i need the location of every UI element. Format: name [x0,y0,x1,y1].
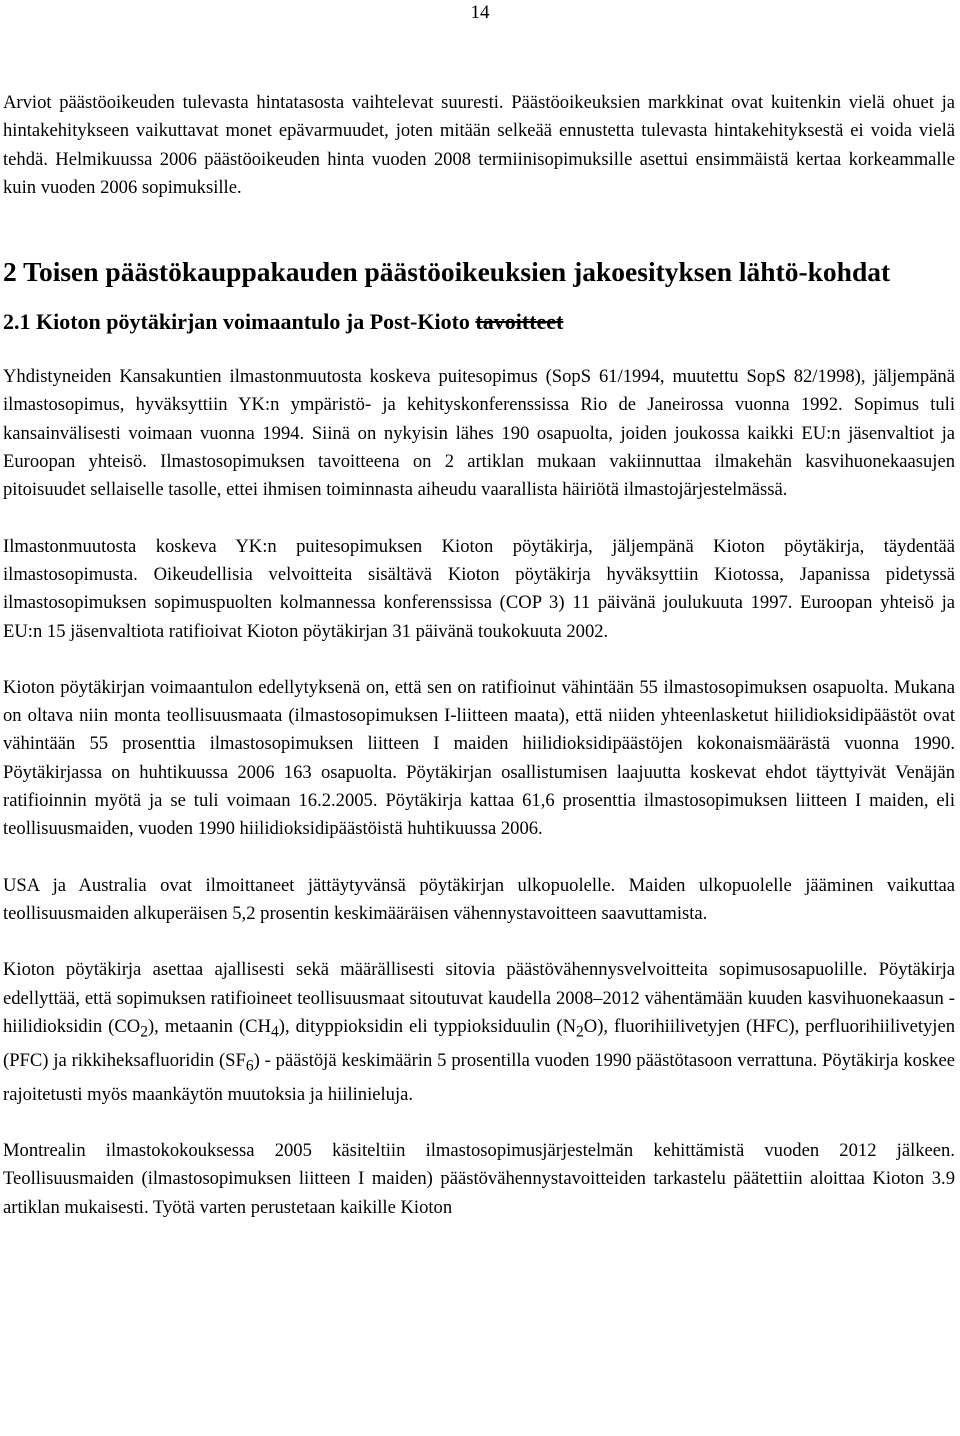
page-number: 14 [470,2,490,23]
subsection-heading-struck-part: tavoitteet [475,309,564,335]
section-heading: 2 Toisen päästökauppakauden päästöoikeuksien jakoesityksen lähtö-kohdat [3,256,891,288]
page-content [3,89,955,1222]
text-segment: ), dityppioksidin eli typpioksiduulin (N [278,1015,577,1037]
subscript: 2 [576,1023,584,1041]
paragraph-montreal: Montrealin ilmastokokouksessa 2005 käsiteltiin ilmastosopimusjärjestelmän kehittämistä vuoden 2012 jälkeen. Teollisuusmaiden (ilmastosopimuksen liitteen I maiden) päästövähennystavoitteiden tarkastelu päätettiin aloittaa Kioton 3.9 artiklan mukaisesti. Työtä varten perustetaan kaikille Kioton [3,1140,955,1218]
text-segment: ) - päästöjä keskimäärin 5 prosentilla vuoden 1990 päästötasoon verrattuna. Pöytäkirja koskee rajoitetusti myös maankäytön muutoksia ja hiilinieluja. [3,1049,955,1105]
paragraph-unfccc: Yhdistyneiden Kansakuntien ilmastonmuutosta koskeva puitesopimus (SopS 61/1994, muutettu SopS 82/1998), jäljempänä ilmastosopimus, hyväksyttiin YK:n ympäristö- ja kehityskonferenssissa Rio de Janeirossa vuonna 1992. Sopimus tuli kansainvälisesti voimaan vuonna 1994. Siinä on nykyisin lähes 190 osapuolta, joiden joukossa kaikki EU:n jäsenvaltiot ja Euroopan yhteisö. Ilmastosopimuksen tavoitteena on 2 artiklan mukaan vakiinnuttaa ilmakehän kasvihuonekaasujen pitoisuudet sellaiselle tasolle, ettei ihmisen toiminnasta aiheudu vaarallista häiriötä ilmastojärjestelmässä. [3,366,955,501]
text-segment: ), metaanin (CH [147,1015,271,1037]
subsection-heading [3,307,955,337]
subsection-heading-main: 2.1 Kioton pöytäkirjan voimaantulo ja Post-Kioto [3,309,476,335]
subscript: 2 [140,1023,148,1041]
subscript: 4 [271,1023,279,1041]
text-segment: O), fluorihiilivetyjen (HFC), perfluorihiilivetyjen (PFC) ja rikkiheksafluoridin (SF [3,1015,955,1071]
text-segment: Kioton pöytäkirja asettaa ajallisesti sekä määrällisesti sitovia päästövähennysvelvoitteita sopimusosapuolille. Pöytäkirja edellyttää, että sopimuksen ratifioineet teollisuusmaat sitoutuvat kaudella 2008–2012 vähentämään kuuden kasvihuonekaasun - hiilidioksidin (CO [3,959,955,1037]
intro-paragraph: Arviot päästöoikeuden tulevasta hintatasosta vaihtelevat suuresti. Päästöoikeuksien markkinat ovat kuitenkin vielä ohuet ja hintakehitykseen vaikuttavat monet epävarmuudet, joten mitään selkeää ennustetta tulevasta hintakehityksestä ei voida vielä tehdä. Helmikuussa 2006 päästöoikeuden hinta vuoden 2008 termiinisopimuksille asettui ensimmäistä kertaa korkeammalle kuin vuoden 2006 sopimuksille. [3,92,955,198]
paragraph-kyoto-protocol: Ilmastonmuutosta koskeva YK:n puitesopimuksen Kioton pöytäkirja, jäljempänä Kioton pöytäkirja, täydentää ilmastosopimusta. Oikeudellisia velvoitteita sisältävä Kioton pöytäkirja hyväksyttiin Kiotossa, Japanissa pidetyssä ilmastosopimuksen sopimuspuolten kolmannessa konferenssissa (COP 3) 11 päivänä joulukuuta 1997. Euroopan yhteisö ja EU:n 15 jäsenvaltiota ratifioivat Kioton pöytäkirjan 31 päivänä toukokuuta 2002. [3,535,955,642]
paragraph-usa-australia: USA ja Australia ovat ilmoittaneet jättäytyvänsä pöytäkirjan ulkopuolelle. Maiden ulkopuolelle jääminen vaikuttaa teollisuusmaiden alkuperäisen 5,2 prosentin keskimääräisen vähennystavoitteen saavuttamista. [3,874,955,924]
paragraph-entry-into-force: Kioton pöytäkirjan voimaantulon edellytyksenä on, että sen on ratifioinut vähintään 55 ilmastosopimuksen osapuolta. Mukana on oltava niin monta teollisuusmaata (ilmastosopimuksen I-liitteen maata), että niiden yhteenlasketut hiilidioksidipäästöt ovat vähintään 55 prosenttia ilmastosopimuksen liitteen I maiden hiilidioksidipäästöjen kokonaismäärästä vuonna 1990. Pöytäkirjassa on huhtikuussa 2006 163 osapuolta. Pöytäkirjan osallistumisen laajuutta koskevat ehdot täyttyivät Venäjän ratifioinnin myötä ja se tuli voimaan 16.2.2005. Pöytäkirja kattaa 61,6 prosenttia ilmastosopimuksen liitteen I maiden, eli teollisuusmaiden, vuoden 1990 hiilidioksidipäästöistä huhtikuussa 2006. [3,676,955,840]
subscript: 6 [245,1057,254,1075]
paragraph-reduction-commitments [3,956,955,1109]
